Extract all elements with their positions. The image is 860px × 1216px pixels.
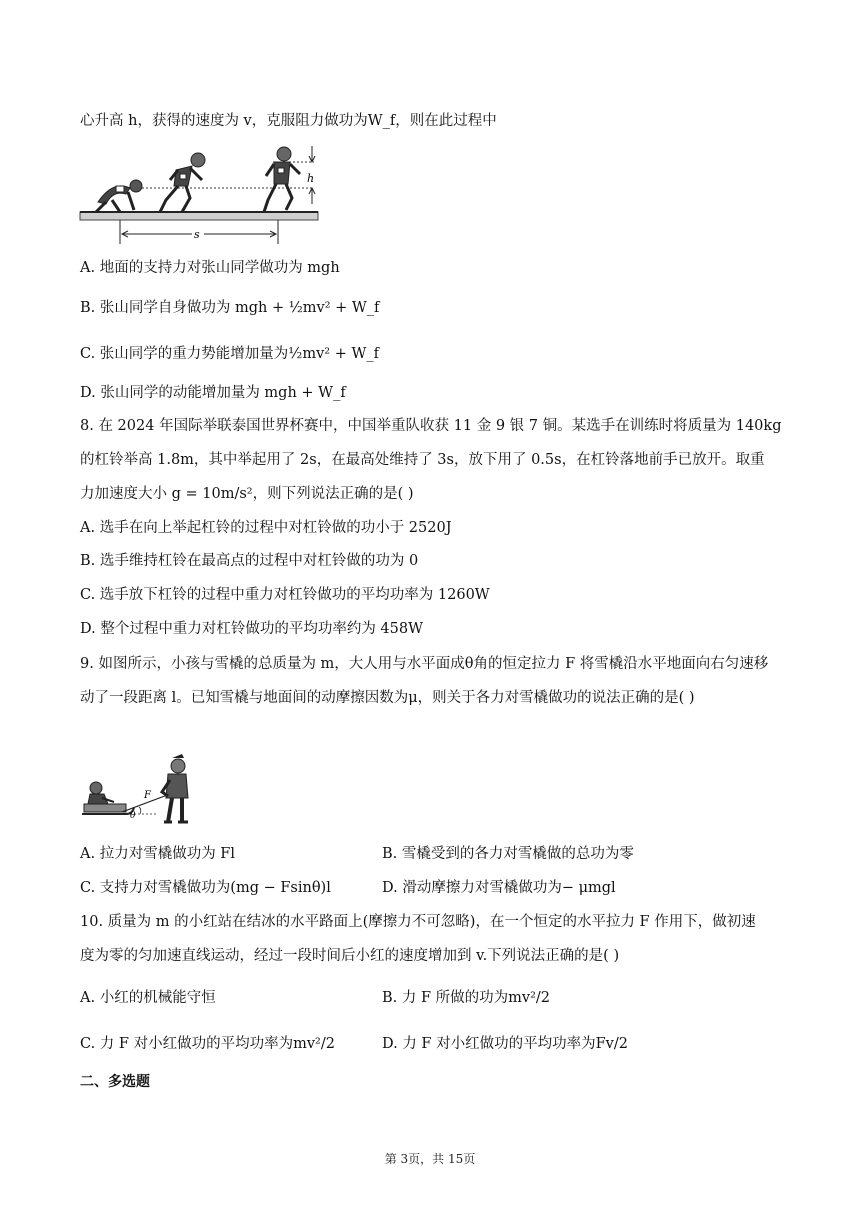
q9-option-a: A. 拉力对雪橇做功为 Fl [80,846,235,862]
page-footer: 第 3页，共 15页 [384,1152,476,1166]
q9-option-d: D. 滑动摩擦力对雪橇做功为− μmgl [382,880,616,896]
q10-stem-line-1: 10. 质量为 m 的小红站在结冰的水平路面上(摩擦力不可忽略)，在一个恒定的水平拉力 F 作用下，做初速 [80,914,756,930]
q8-stem-line-1: 8. 在 2024 年国际举联泰国世界杯赛中，中国举重队收获 11 金 9 银 7 铜。某选手在训练时将质量为 140kg [80,418,782,434]
q8-option-c: C. 选手放下杠铃的过程中重力对杠铃做功的平均功率为 1260W [80,587,490,603]
F-label: F [144,790,151,801]
q10-stem-line-2: 度为零的匀加速直线运动，经过一段时间后小红的速度增加到 v.下列说法正确的是( ) [80,948,620,964]
q10-option-a: A. 小红的机械能守恒 [80,990,216,1006]
section-title-multiple-choice: 二、多选题 [80,1074,150,1090]
q7-option-b: B. 张山同学自身做功为 mgh + ½mv² + W_f [80,300,380,316]
q9-stem-line-2: 动了一段距离 l。已知雪橇与地面间的动摩擦因数为μ，则关于各力对雪橇做功的说法正确的是( ) [80,690,695,706]
q8-option-a: A. 选手在向上举起杠铃的过程中对杠铃做的功小于 2520J [80,520,452,536]
sprint-start-figure [78,140,323,248]
q8-stem-line-2: 的杠铃举高 1.8m，其中举起用了 2s，在最高处维持了 3s，放下用了 0.5s，在杠铃落地前手已放开。取重 [80,452,765,468]
theta-label: θ [130,811,136,821]
q7-stem-continued: 心升高 h，获得的速度为 v，克服阻力做功为W_f，则在此过程中 [80,113,497,129]
q9-option-b: B. 雪橇受到的各力对雪橇做的总功为零 [382,846,634,862]
h-label: h [307,172,315,185]
q9-option-c: C. 支持力对雪橇做功为(mg − Fsinθ)l [80,880,331,896]
q10-option-d: D. 力 F 对小红做功的平均功率为Fv/2 [382,1036,628,1052]
sled-pulling-figure [78,752,198,830]
q10-option-b: B. 力 F 所做的功为mv²/2 [382,990,551,1006]
q7-option-d: D. 张山同学的动能增加量为 mgh + W_f [80,385,346,401]
s-label: s [194,228,200,241]
q8-option-d: D. 整个过程中重力对杠铃做功的平均功率约为 458W [80,621,424,637]
q8-option-b: B. 选手维持杠铃在最高点的过程中对杠铃做的功为 0 [80,553,419,569]
q9-stem-line-1: 9. 如图所示，小孩与雪橇的总质量为 m，大人用与水平面成θ角的恒定拉力 F 将雪橇沿水平地面向右匀速移 [80,656,769,672]
q7-option-c: C. 张山同学的重力势能增加量为½mv² + W_f [80,346,379,362]
q7-option-a: A. 地面的支持力对张山同学做功为 mgh [80,260,340,276]
q10-option-c: C. 力 F 对小红做功的平均功率为mv²/2 [80,1036,335,1052]
q8-stem-line-3: 力加速度大小 g = 10m/s²，则下列说法正确的是( ) [80,486,414,502]
